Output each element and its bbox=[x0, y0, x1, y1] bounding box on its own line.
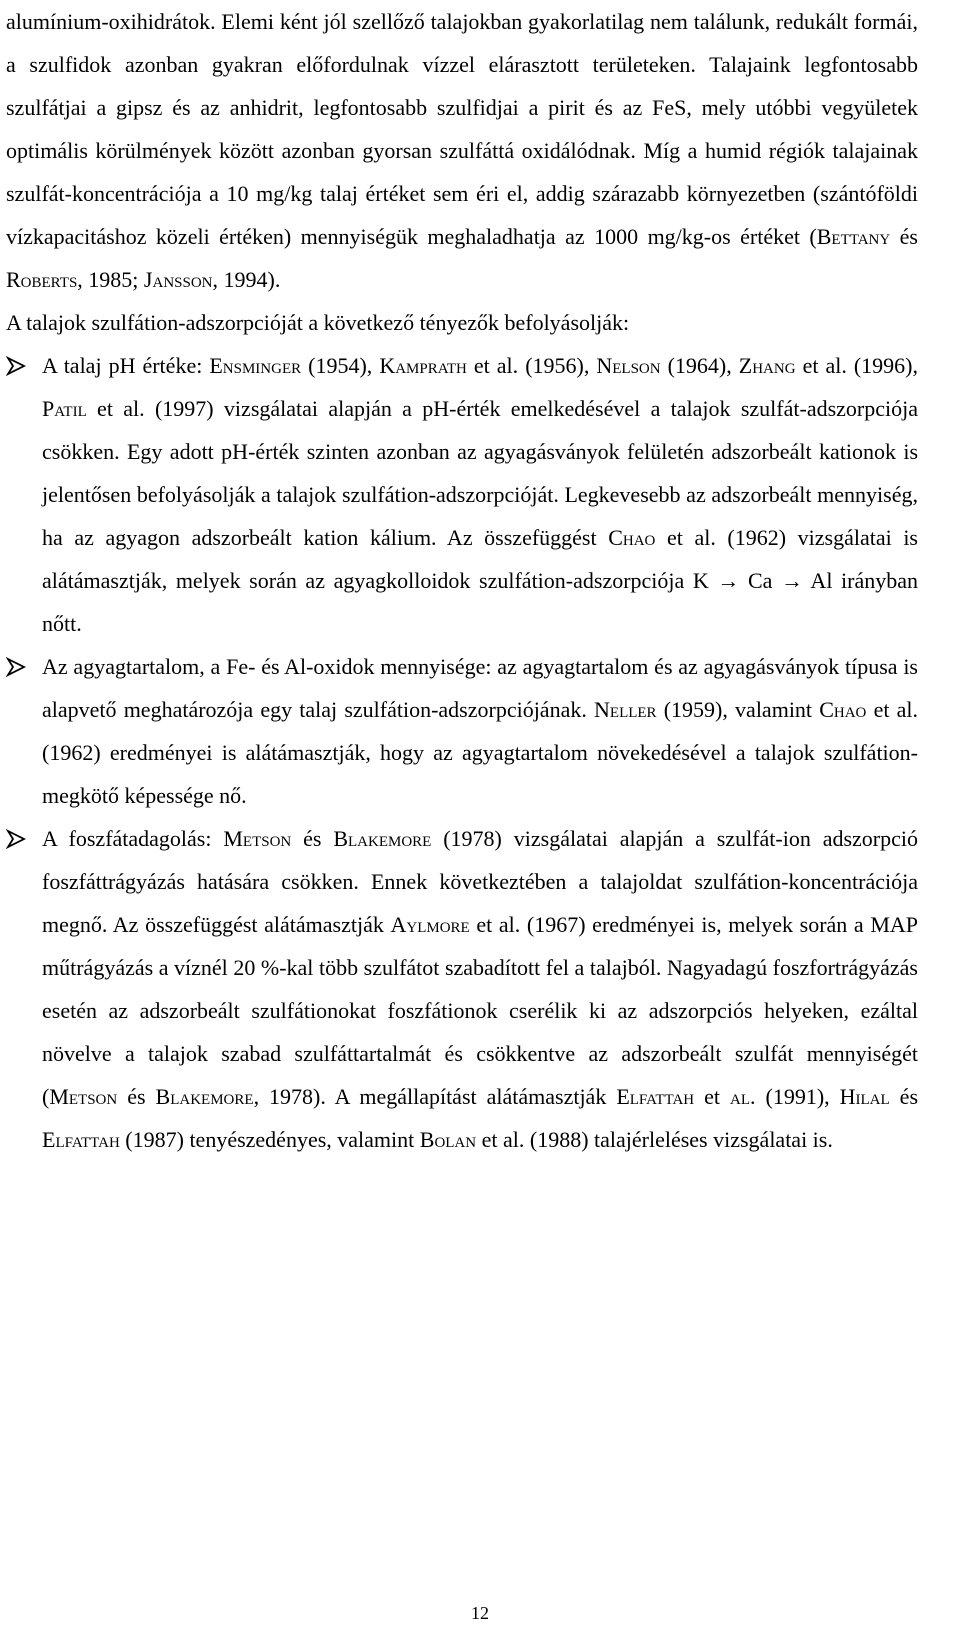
text-run: (1978) vizsgálatai alapján a szulfát-ion adszorpció foszfáttrágyázás hatására csökken. Ennek következtében a talajoldat szulfátion-koncentrációja megnő. Az összefüggést alátámasztják bbox=[42, 826, 918, 937]
list-intro: A talajok szulfátion-adszorpcióját a következő tényezők befolyásolják: bbox=[6, 310, 630, 335]
author-name: Metson bbox=[223, 826, 292, 851]
author-name: Blakemore bbox=[155, 1084, 254, 1109]
text-run: , 1994). bbox=[212, 267, 281, 292]
list-item-clay bbox=[6, 645, 918, 817]
text-run: et al. (1996), bbox=[795, 353, 919, 378]
author-name: Jansson bbox=[143, 267, 213, 292]
body-paragraph bbox=[6, 0, 918, 301]
author-name: Ensminger bbox=[209, 353, 302, 378]
text-run: (1954), bbox=[301, 353, 380, 378]
arrowhead-bullet-icon bbox=[6, 817, 30, 860]
arrowhead-bullet-icon bbox=[6, 344, 30, 387]
author-name: Chao bbox=[819, 697, 867, 722]
text-run: és bbox=[291, 826, 334, 851]
author-name: Elfattah bbox=[42, 1127, 120, 1152]
list-item-phosphate bbox=[6, 817, 918, 1161]
text-run: (1987) tenyészedényes, valamint bbox=[119, 1127, 420, 1152]
page-number: 12 bbox=[471, 1603, 489, 1623]
document-page bbox=[6, 0, 918, 1161]
author-name: Kamprath bbox=[379, 353, 467, 378]
text-run: és bbox=[890, 224, 918, 249]
author-name: Zhang bbox=[738, 353, 796, 378]
text-run: , 1978). A megállapítást alátámasztják bbox=[253, 1084, 617, 1109]
text-run: A foszfátadagolás: bbox=[42, 826, 224, 851]
text-run: et al. (1997) vizsgálatai alapján a pH-érték emelkedésével a talajok szulfát-adszorpciója csökken. Egy adott pH-érték szinten azonban az agyagásványok felületén adszorbeált kationok is jelentősen befolyásolják a talajok szulfátion-adszorpcióját. Legkevesebb az adszorbeált mennyiség, ha az agyagon adszorbeált kation kálium. Az összefüggést bbox=[42, 396, 918, 550]
text-run: , 1985; bbox=[77, 267, 144, 292]
author-name: Bolan bbox=[419, 1127, 477, 1152]
author-name: Elfattah bbox=[616, 1084, 695, 1109]
author-name: al bbox=[730, 1084, 750, 1109]
text-run: et al. (1967) eredményei is, melyek során a MAP műtrágyázás a víznél 20 %-kal több szulfátot szabadított fel a talajból. Nagyadagú foszfortrágyázás esetén az adszorbeált szulfátionokat foszfátionok cserélik ki az adszorpciós helyeken, ezáltal növelve a talajok szabad szulfáttartalmát és csökkentve az adszorbeált szulfát mennyiségét ( bbox=[42, 912, 919, 1109]
author-name: Neller bbox=[594, 697, 657, 722]
text-run: et al. (1962) eredményei is alátámasztják, hogy az agyagtartalom növekedésével a talajok szulfátion-megkötő képessége nő. bbox=[42, 697, 918, 808]
text-run: és bbox=[117, 1084, 156, 1109]
author-name: Blakemore bbox=[333, 826, 432, 851]
text-run: és bbox=[889, 1084, 919, 1109]
text-run: et bbox=[694, 1084, 730, 1109]
text-run: et al. (1956), bbox=[466, 353, 597, 378]
author-name: Nelson bbox=[596, 353, 661, 378]
author-name: Patil bbox=[42, 396, 87, 421]
author-name: Roberts bbox=[6, 267, 78, 292]
text-run: (1959), valamint bbox=[656, 697, 820, 722]
author-name: Bettany bbox=[816, 224, 891, 249]
author-name: Metson bbox=[49, 1084, 118, 1109]
arrowhead-bullet-icon bbox=[6, 645, 30, 688]
list-item-ph bbox=[6, 344, 918, 645]
text-run: et al. (1988) talajérleléses vizsgálatai is. bbox=[476, 1127, 833, 1152]
text-run: (1964), bbox=[660, 353, 739, 378]
author-name: Chao bbox=[608, 525, 656, 550]
author-name: Hilal bbox=[839, 1084, 890, 1109]
text-run: . (1991), bbox=[750, 1084, 840, 1109]
text-run: alumínium-oxihidrátok. Elemi ként jól szellőző talajokban gyakorlatilag nem találunk, redukált formái, a szulfidok azonban gyakran előfordulnak vízzel elárasztott területeken. Talajaink legfontosabb szulfátjai a gipsz és az anhidrit, legfontosabb szulfidjai a pirit és az FeS, mely utóbbi vegyületek optimális körülmények között azonban gyorsan szulfáttá oxidálódnak. Míg a humid régiók talajainak szulfát-koncentrációja a 10 mg/kg talaj értéket sem éri el, addig szárazabb környezetben (szántóföldi vízkapacitáshoz közeli értéken) mennyiségük meghaladhatja az 1000 mg/kg-os értéket ( bbox=[6, 9, 918, 249]
factor-list bbox=[6, 344, 918, 1161]
text-run: Az agyagtartalom, a Fe- és Al-oxidok mennyisége: az agyagtartalom és az agyagásványok típusa is alapvető meghatározója egy talaj szulfátion-adszorpciójának. bbox=[42, 654, 918, 722]
author-name: Aylmore bbox=[390, 912, 470, 937]
text-run: et al. (1962) vizsgálatai is alátámasztják, melyek során az agyagkolloidok szulfátion-adszorpciója K → Ca → Al irányban nőtt. bbox=[42, 525, 918, 636]
text-run: A talaj pH értéke: bbox=[42, 353, 210, 378]
